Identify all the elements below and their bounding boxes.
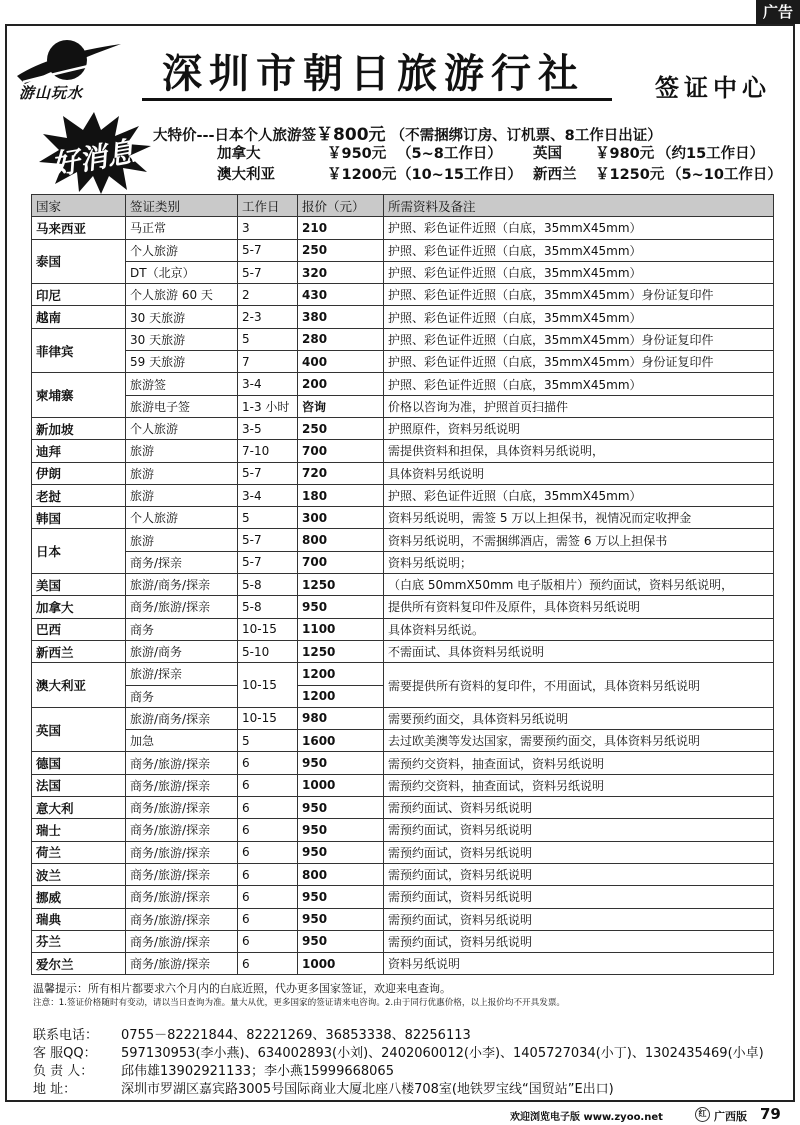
cell-country: 瑞士	[32, 819, 126, 841]
cell-price: 950	[298, 841, 384, 863]
table-row	[32, 640, 774, 662]
table-row	[32, 351, 774, 373]
cell-notes: 需预约面试，资料另纸说明	[384, 841, 774, 863]
contact-qq	[33, 1042, 764, 1061]
cell-price: 400	[298, 351, 384, 373]
cell-notes: 护照、彩色证件近照（白底，35mmX45mm）	[384, 261, 774, 283]
cell-workdays: 6	[238, 774, 298, 796]
cell-notes: 护照原件，资料另纸说明	[384, 417, 774, 439]
header-price: 报价（元）	[298, 195, 384, 217]
cell-visa-type: 旅游	[126, 462, 238, 484]
table-row	[32, 908, 774, 930]
cell-visa-type: 商务	[126, 618, 238, 640]
contact-value: 深圳市罗湖区嘉宾路3005号国际商业大厦北座八楼708室(地铁罗宝线“国贸站”E出口)	[121, 1082, 614, 1097]
cell-country: 新加坡	[32, 417, 126, 439]
promo-offer	[217, 142, 502, 163]
company-name: 深圳市朝日旅游行社	[162, 50, 585, 97]
table-row	[32, 328, 774, 350]
cell-visa-type: 个人旅游	[126, 417, 238, 439]
cell-price: 950	[298, 596, 384, 618]
cell-notes: 价格以咨询为准，护照首页扫描件	[384, 395, 774, 417]
cell-country: 越南	[32, 306, 126, 328]
contact-phone	[33, 1024, 471, 1043]
table-row	[32, 261, 774, 283]
cell-workdays: 6	[238, 930, 298, 952]
header	[7, 26, 793, 108]
cell-price: 200	[298, 373, 384, 395]
promo-offer	[533, 142, 764, 163]
cell-visa-type: 商务/旅游/探亲	[126, 908, 238, 930]
cell-notes: 具体资料另纸说明	[384, 462, 774, 484]
cell-price: 1250	[298, 640, 384, 662]
cell-visa-type: 旅游	[126, 440, 238, 462]
promo-offer-price: ￥950元	[327, 146, 387, 162]
header-visa-type: 签证类别	[126, 195, 238, 217]
contact-manager	[33, 1060, 394, 1079]
cell-price: 1250	[298, 574, 384, 596]
cell-notes: 不需面试、具体资料另纸说明	[384, 640, 774, 662]
cell-visa-type: 商务/旅游/探亲	[126, 797, 238, 819]
promo-offer-price: ￥1250元	[595, 167, 665, 183]
table-row	[32, 596, 774, 618]
cell-workdays: 6	[238, 752, 298, 774]
cell-price: 1100	[298, 618, 384, 640]
cell-price: 950	[298, 886, 384, 908]
table-row	[32, 507, 774, 529]
promo-offer	[533, 163, 782, 184]
contact-label: 客 服QQ：	[33, 1046, 97, 1061]
cell-notes: 需预约面试，资料另纸说明	[384, 863, 774, 885]
cell-visa-type: 商务	[126, 685, 238, 707]
cell-notes: 需预约面试，资料另纸说明	[384, 819, 774, 841]
cell-notes: 资料另纸说明，需签 5 万以上担保书，视情况而定收押金	[384, 507, 774, 529]
header-country: 国家	[32, 195, 126, 217]
cell-visa-type: 旅游	[126, 529, 238, 551]
cell-notes: 具体资料另纸说。	[384, 618, 774, 640]
table-row	[32, 953, 774, 975]
cell-visa-type: 旅游	[126, 484, 238, 506]
cell-visa-type: 旅游签	[126, 373, 238, 395]
cell-price: 700	[298, 440, 384, 462]
cell-visa-type: 旅游/商务	[126, 640, 238, 662]
table-row	[32, 440, 774, 462]
cell-workdays: 6	[238, 841, 298, 863]
cell-notes: 需提供资料和担保，具体资料另纸说明，	[384, 440, 774, 462]
cell-price: 1600	[298, 730, 384, 752]
table-row	[32, 797, 774, 819]
promo-offer-days: （5~8工作日）	[397, 146, 502, 162]
page-number: 79	[760, 1105, 781, 1123]
cell-workdays: 6	[238, 953, 298, 975]
cell-country: 英国	[32, 707, 126, 752]
cell-workdays: 7	[238, 351, 298, 373]
cell-workdays: 5-7	[238, 261, 298, 283]
cell-visa-type: 马正常	[126, 217, 238, 239]
cell-notes: 需预约面试，资料另纸说明	[384, 908, 774, 930]
cell-workdays: 2	[238, 284, 298, 306]
good-news-badge: 好消息	[48, 134, 138, 183]
promo-headline-suffix: （不需捆绑订房、订机票、8工作日出证）	[390, 128, 662, 144]
cell-price: 430	[298, 284, 384, 306]
contact-value: 邱伟雄13902921133；李小燕15999668065	[121, 1064, 394, 1079]
ad-tag: 广告	[756, 0, 800, 24]
cell-country: 美国	[32, 574, 126, 596]
cell-workdays: 3	[238, 217, 298, 239]
footer-badge-icon: 红	[695, 1107, 710, 1122]
cell-country: 芬兰	[32, 930, 126, 952]
contact-value: 0755－82221844、82221269、36853338、82256113	[121, 1028, 471, 1043]
cell-country: 新西兰	[32, 640, 126, 662]
cell-notes: 护照、彩色证件近照（白底，35mmX45mm）	[384, 306, 774, 328]
cell-price: 1200	[298, 685, 384, 707]
table-row	[32, 417, 774, 439]
contact-address	[33, 1078, 614, 1097]
cell-notes: 去过欧美澳等发达国家，需要预约面交，具体资料另纸说明	[384, 730, 774, 752]
cell-notes: 需预约面试，资料另纸说明	[384, 886, 774, 908]
cell-workdays: 3-5	[238, 417, 298, 439]
footer-edition: 广西版	[714, 1110, 747, 1123]
cell-price: 950	[298, 797, 384, 819]
page-footer	[0, 1104, 800, 1125]
table-row	[32, 373, 774, 395]
cell-visa-type: 59 天旅游	[126, 351, 238, 373]
table-row	[32, 774, 774, 796]
cell-price: 950	[298, 908, 384, 930]
cell-workdays: 1-3 小时	[238, 395, 298, 417]
tip-text: 温馨提示：所有相片都要求六个月内的白底近照，代办更多国家签证，欢迎来电查询。	[33, 982, 451, 995]
cell-country: 加拿大	[32, 596, 126, 618]
contact-value: 597130953(李小燕)、634002893(小刘)、2402060012(小李)、1405727034(小丁)、1302435469(小卓)	[121, 1046, 764, 1061]
promo-headline-price: ￥800元	[316, 125, 386, 145]
cell-workdays: 5	[238, 730, 298, 752]
cell-visa-type: 商务/旅游/探亲	[126, 886, 238, 908]
contact-label: 负 责 人：	[33, 1064, 94, 1079]
cell-price: 210	[298, 217, 384, 239]
cell-workdays: 5	[238, 328, 298, 350]
cell-country: 老挝	[32, 484, 126, 506]
cell-price: 1000	[298, 774, 384, 796]
table-row	[32, 730, 774, 752]
table-row	[32, 618, 774, 640]
cell-notes: 需预约面试，资料另纸说明	[384, 930, 774, 952]
promo-offer-days: （约15工作日）	[657, 146, 765, 162]
cell-notes: 护照、彩色证件近照（白底，35mmX45mm）身份证复印件	[384, 328, 774, 350]
cell-price: 1200	[298, 663, 384, 685]
promo-offer-country: 澳大利亚	[217, 167, 275, 183]
cell-visa-type: 商务/旅游/探亲	[126, 930, 238, 952]
good-news-burst-icon	[35, 110, 153, 196]
cell-visa-type: 商务/旅游/探亲	[126, 596, 238, 618]
visa-center-title: 签证中心	[655, 73, 771, 102]
table-row	[32, 886, 774, 908]
table-row	[32, 462, 774, 484]
promo-offer-country: 新西兰	[533, 167, 577, 183]
cell-country: 法国	[32, 774, 126, 796]
cell-notes: 需要预约面交，具体资料另纸说明	[384, 707, 774, 729]
cell-notes: 护照、彩色证件近照（白底，35mmX45mm）	[384, 239, 774, 261]
cell-price: 980	[298, 707, 384, 729]
promo-offer-price: ￥980元	[595, 146, 655, 162]
cell-price: 380	[298, 306, 384, 328]
contact-label: 联系电话：	[33, 1028, 99, 1043]
cell-price: 950	[298, 819, 384, 841]
promo-offer-days: （10~15工作日）	[397, 167, 523, 183]
promo-offer-days: （5~10工作日）	[667, 167, 782, 183]
cell-notes: 资料另纸说明	[384, 953, 774, 975]
cell-notes: 需预约面试、资料另纸说明	[384, 797, 774, 819]
cell-workdays: 2-3	[238, 306, 298, 328]
cell-workdays: 3-4	[238, 484, 298, 506]
cell-country: 马来西亚	[32, 217, 126, 239]
table-row	[32, 284, 774, 306]
cell-notes: 护照、彩色证件近照（白底，35mmX45mm）身份证复印件	[384, 284, 774, 306]
cell-visa-type: 个人旅游 60 天	[126, 284, 238, 306]
cell-visa-type: 旅游/探亲	[126, 663, 238, 685]
visa-price-table	[31, 194, 774, 975]
promo-headline-prefix: 大特价---日本个人旅游签	[153, 128, 317, 144]
cell-country: 意大利	[32, 797, 126, 819]
cell-workdays: 5-10	[238, 640, 298, 662]
table-row	[32, 484, 774, 506]
promo-offer-price: ￥1200元	[327, 167, 397, 183]
cell-workdays: 6	[238, 863, 298, 885]
promo-offer	[217, 163, 522, 184]
cell-price: 280	[298, 328, 384, 350]
cell-price: 800	[298, 863, 384, 885]
cell-workdays: 10-15	[238, 618, 298, 640]
cell-country: 瑞典	[32, 908, 126, 930]
cell-notes: 护照、彩色证件近照（白底，35mmX45mm）	[384, 373, 774, 395]
cell-visa-type: 旅游/商务/探亲	[126, 574, 238, 596]
cell-visa-type: 加急	[126, 730, 238, 752]
cell-workdays: 5-8	[238, 596, 298, 618]
cell-visa-type: 商务/旅游/探亲	[126, 953, 238, 975]
cell-workdays: 5	[238, 507, 298, 529]
cell-visa-type: 商务/旅游/探亲	[126, 752, 238, 774]
table-row	[32, 306, 774, 328]
cell-price: 咨询	[298, 395, 384, 417]
cell-price: 950	[298, 752, 384, 774]
footer-site-link[interactable]: 欢迎浏览电子版 www.zyoo.net	[510, 1112, 663, 1123]
cell-visa-type: 商务/旅游/探亲	[126, 841, 238, 863]
cell-visa-type: 30 天旅游	[126, 328, 238, 350]
cell-country: 波兰	[32, 863, 126, 885]
cell-price: 250	[298, 239, 384, 261]
table-row	[32, 863, 774, 885]
cell-workdays: 5-7	[238, 551, 298, 573]
cell-workdays: 5-7	[238, 462, 298, 484]
cell-country: 柬埔寨	[32, 373, 126, 418]
cell-notes: 护照、彩色证件近照（白底，35mmX45mm）身份证复印件	[384, 351, 774, 373]
cell-price: 320	[298, 261, 384, 283]
cell-notes: 护照、彩色证件近照（白底，35mmX45mm）	[384, 484, 774, 506]
cell-country: 爱尔兰	[32, 953, 126, 975]
cell-notes: 资料另纸说明；	[384, 551, 774, 573]
promo-offer-country: 英国	[533, 146, 562, 162]
cell-workdays: 5-8	[238, 574, 298, 596]
cell-notes: 需要提供所有资料的复印件，不用面试，具体资料另纸说明	[384, 663, 774, 708]
cell-notes: （白底 50mmX50mm 电子版相片）预约面试，资料另纸说明，	[384, 574, 774, 596]
cell-price: 180	[298, 484, 384, 506]
cell-workdays: 10-15	[238, 663, 298, 708]
table-row	[32, 551, 774, 573]
cell-workdays: 6	[238, 908, 298, 930]
cell-workdays: 6	[238, 819, 298, 841]
cell-country: 韩国	[32, 507, 126, 529]
promo-offer-country: 加拿大	[217, 146, 261, 162]
table-row	[32, 217, 774, 239]
header-notes: 所需资料及备注	[384, 195, 774, 217]
cell-notes: 需预约交资料，抽查面试，资料另纸说明	[384, 752, 774, 774]
cell-visa-type: 旅游/商务/探亲	[126, 707, 238, 729]
table-row	[32, 707, 774, 729]
cell-country: 巴西	[32, 618, 126, 640]
cell-workdays: 5-7	[238, 529, 298, 551]
cell-workdays: 10-15	[238, 707, 298, 729]
cell-notes: 护照、彩色证件近照（白底，35mmX45mm）	[384, 217, 774, 239]
cell-workdays: 5-7	[238, 239, 298, 261]
cell-price: 700	[298, 551, 384, 573]
header-workdays: 工作日	[238, 195, 298, 217]
cell-notes: 资料另纸说明，不需捆绑酒店，需签 6 万以上担保书	[384, 529, 774, 551]
cell-country: 伊朗	[32, 462, 126, 484]
logo-text: 游山玩水	[19, 84, 84, 102]
table-row	[32, 239, 774, 261]
cell-country: 挪威	[32, 886, 126, 908]
cell-workdays: 6	[238, 797, 298, 819]
cell-visa-type: 个人旅游	[126, 507, 238, 529]
cell-price: 800	[298, 529, 384, 551]
table-header-row	[32, 195, 774, 217]
cell-visa-type: 商务/旅游/探亲	[126, 863, 238, 885]
table-row	[32, 819, 774, 841]
cell-visa-type: DT（北京）	[126, 261, 238, 283]
cell-country: 澳大利亚	[32, 663, 126, 708]
cell-visa-type: 个人旅游	[126, 239, 238, 261]
title-underline	[142, 98, 612, 101]
cell-price: 250	[298, 417, 384, 439]
table-row	[32, 930, 774, 952]
cell-notes: 需预约交资料，抽查面试，资料另纸说明	[384, 774, 774, 796]
cell-notes: 提供所有资料复印件及原件，具体资料另纸说明	[384, 596, 774, 618]
cell-price: 1000	[298, 953, 384, 975]
note-text: 注意：1.签证价格随时有变动，请以当日查询为准。量大从优，更多国家的签证请来电咨询。2.由于同行优惠价格，以上报价均不开具发票。	[33, 998, 566, 1008]
table-row	[32, 574, 774, 596]
cell-price: 720	[298, 462, 384, 484]
cell-visa-type: 旅游电子签	[126, 395, 238, 417]
table-row	[32, 752, 774, 774]
cell-country: 泰国	[32, 239, 126, 284]
table-row	[32, 395, 774, 417]
cell-price: 950	[298, 930, 384, 952]
cell-workdays: 3-4	[238, 373, 298, 395]
table-row	[32, 841, 774, 863]
table-row	[32, 529, 774, 551]
ad-frame	[5, 24, 795, 1102]
cell-visa-type: 商务/旅游/探亲	[126, 819, 238, 841]
cell-workdays: 6	[238, 886, 298, 908]
table-body	[32, 217, 774, 975]
cell-workdays: 7-10	[238, 440, 298, 462]
cell-visa-type: 30 天旅游	[126, 306, 238, 328]
table-row	[32, 663, 774, 685]
promo-section	[7, 118, 793, 182]
cell-price: 300	[298, 507, 384, 529]
cell-country: 迪拜	[32, 440, 126, 462]
cell-country: 日本	[32, 529, 126, 574]
cell-country: 荷兰	[32, 841, 126, 863]
cell-country: 印尼	[32, 284, 126, 306]
cell-country: 菲律宾	[32, 328, 126, 373]
cell-visa-type: 商务/探亲	[126, 551, 238, 573]
contact-label: 地 址：	[33, 1082, 77, 1097]
cell-visa-type: 商务/旅游/探亲	[126, 774, 238, 796]
cell-country: 德国	[32, 752, 126, 774]
